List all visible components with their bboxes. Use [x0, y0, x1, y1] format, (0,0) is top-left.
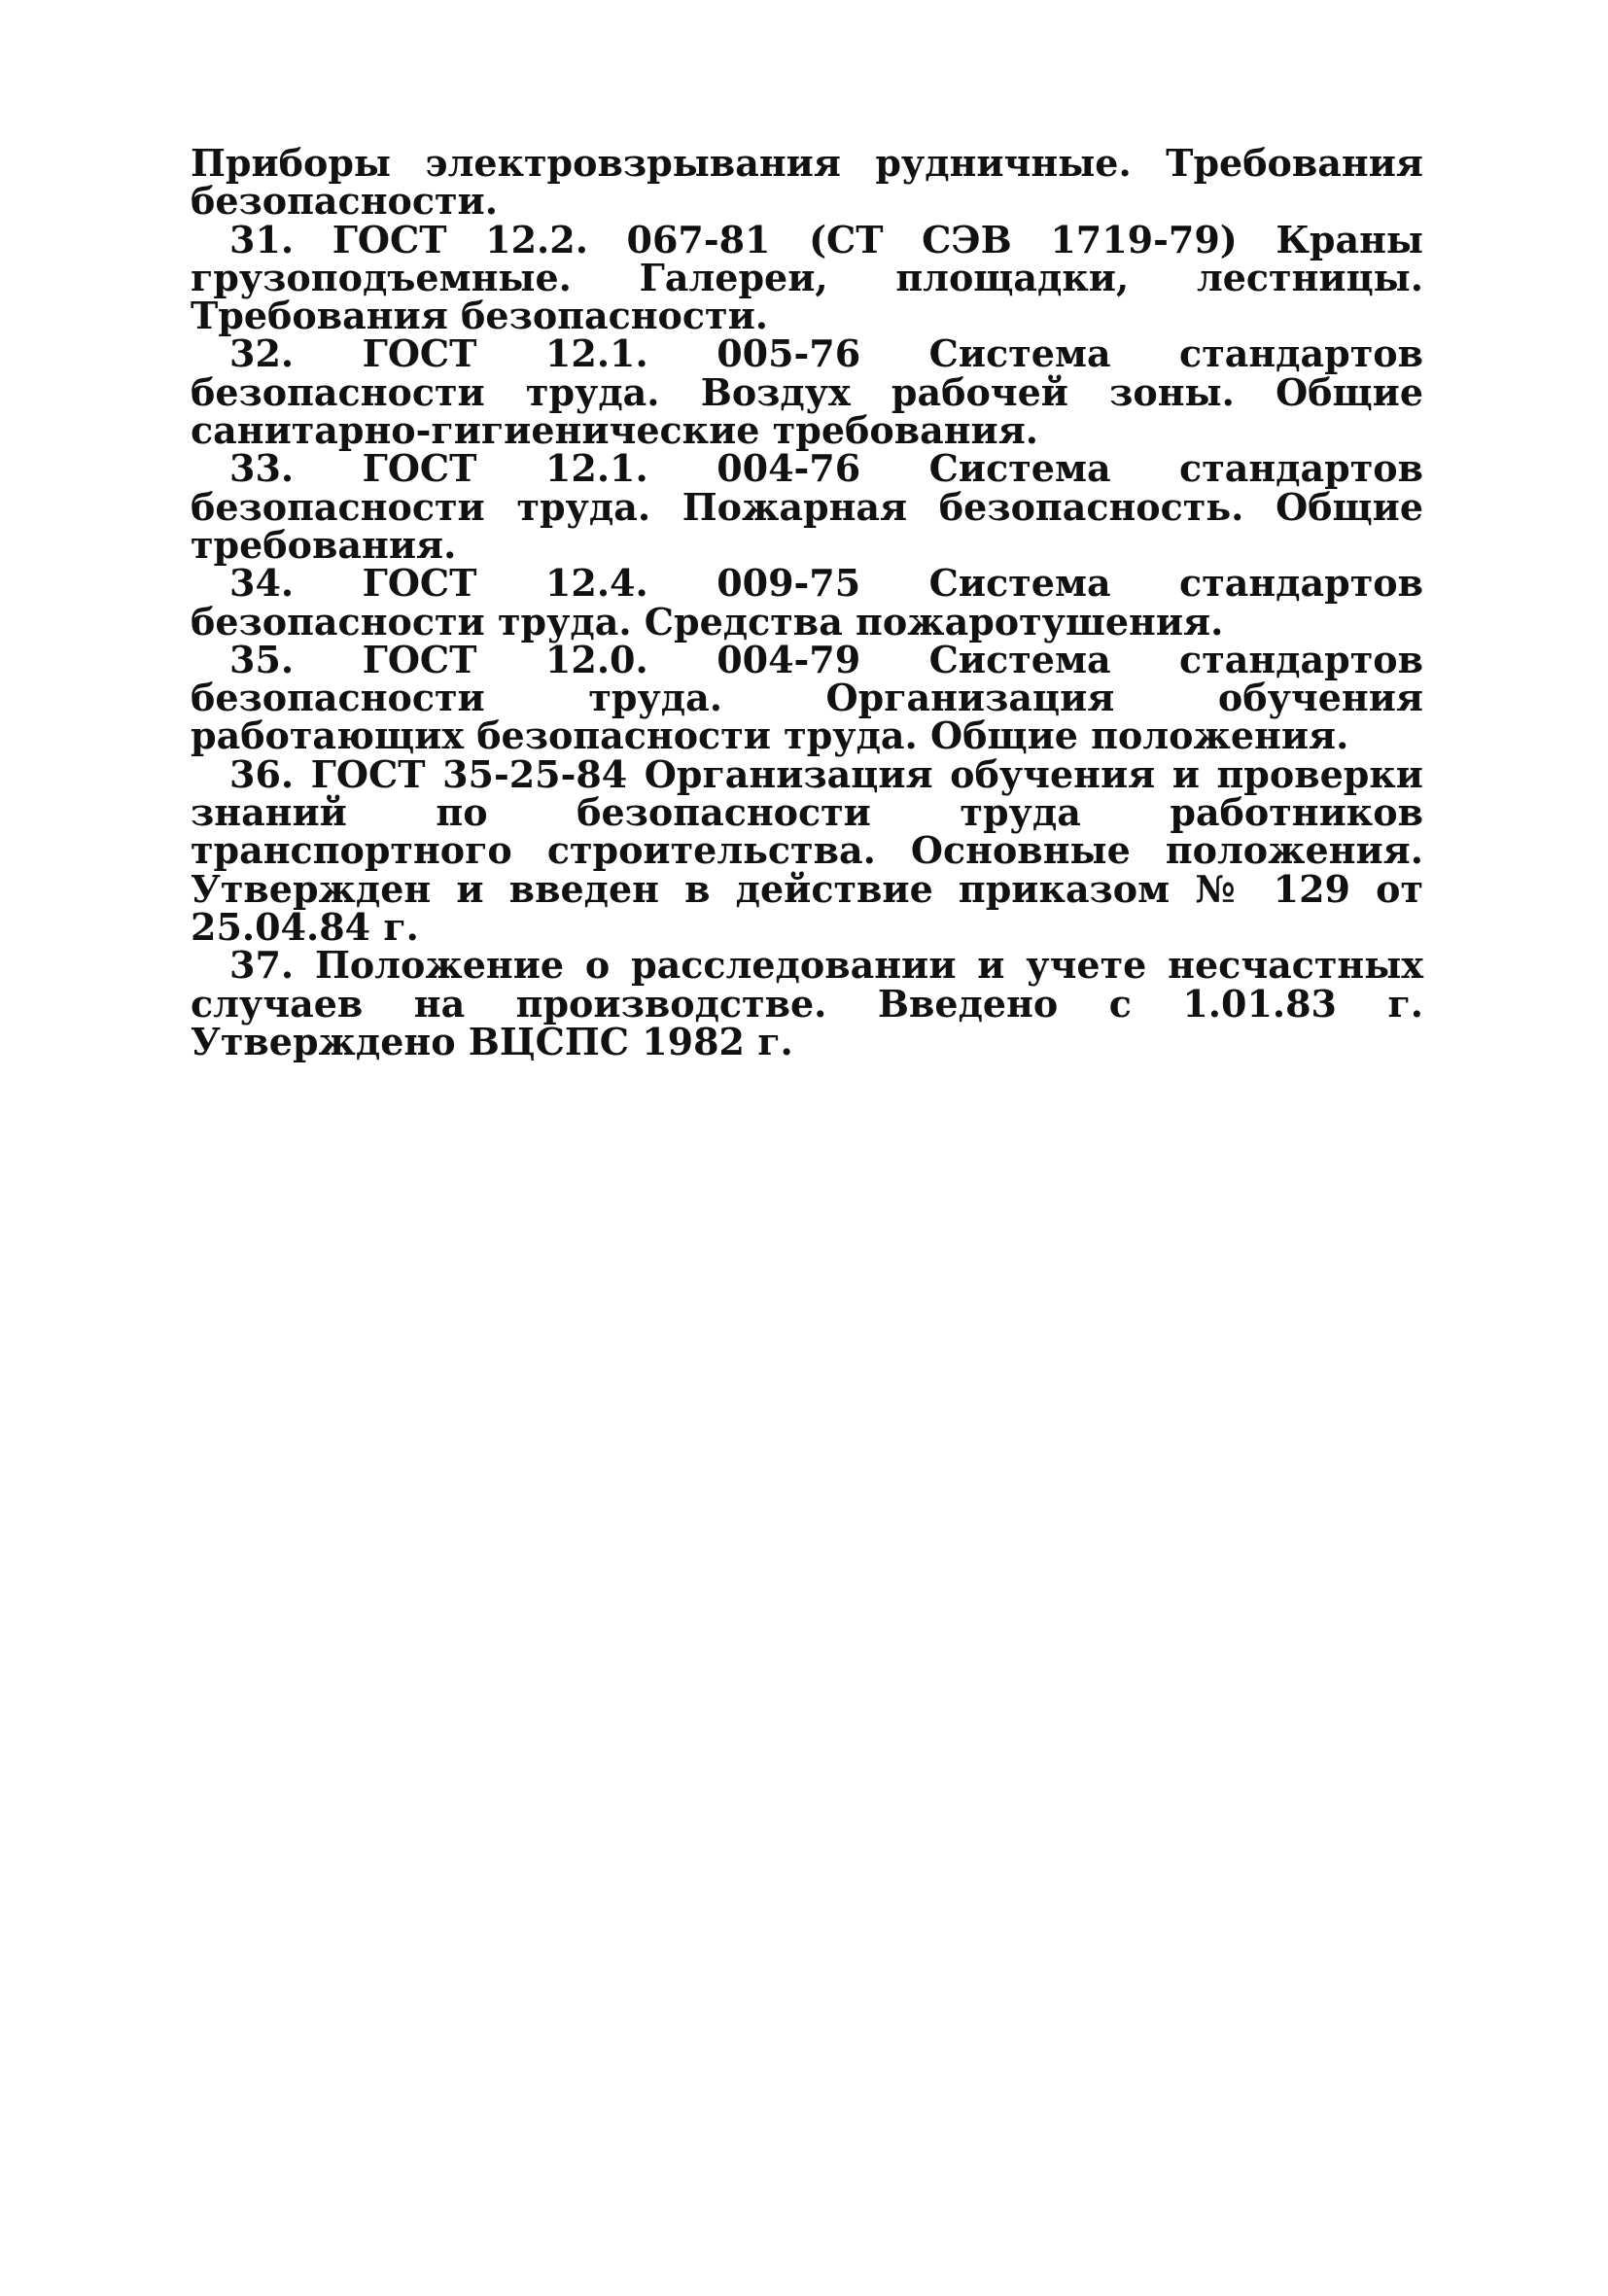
- paragraph-item-32: 32. ГОСТ 12.1. 005-76 Система стандартов безопасности труда. Воздух рабочей зоны. Общие санитарно-гигиенические требования.: [191, 331, 1423, 453]
- paragraph-item-34: 34. ГОСТ 12.4. 009-75 Система стандартов безопасности труда. Средства пожаротушения.: [191, 561, 1423, 644]
- paragraph-item-31: 31. ГОСТ 12.2. 067-81 (СТ СЭВ 1719-79) Краны грузоподъемные. Галереи, площадки, лестницы. Требования безопасности.: [191, 217, 1423, 338]
- paragraph-item-36: 36. ГОСТ 35-25-84 Организация обучения и проверки знаний по безопасности труда работников транспортного строительства. Основные положения. Утвержден и введен в действие приказом № 129 от 25.04.84 г.: [191, 751, 1423, 949]
- paragraph-continuation: Приборы электровзрывания рудничные. Требования безопасности.: [191, 141, 1423, 224]
- paragraph-item-33: 33. ГОСТ 12.1. 004-76 Система стандартов безопасности труда. Пожарная безопасность. Общие требования.: [191, 446, 1423, 567]
- document-text-block: [191, 141, 1423, 1063]
- paragraph-item-35: 35. ГОСТ 12.0. 004-79 Система стандартов безопасности труда. Организация обучения работающих безопасности труда. Общие положения.: [191, 637, 1423, 758]
- paragraph-item-37: 37. Положение о расследовании и учете несчастных случаев на производстве. Введено с 1.01.83 г. Утверждено ВЦСПС 1982 г.: [191, 943, 1423, 1063]
